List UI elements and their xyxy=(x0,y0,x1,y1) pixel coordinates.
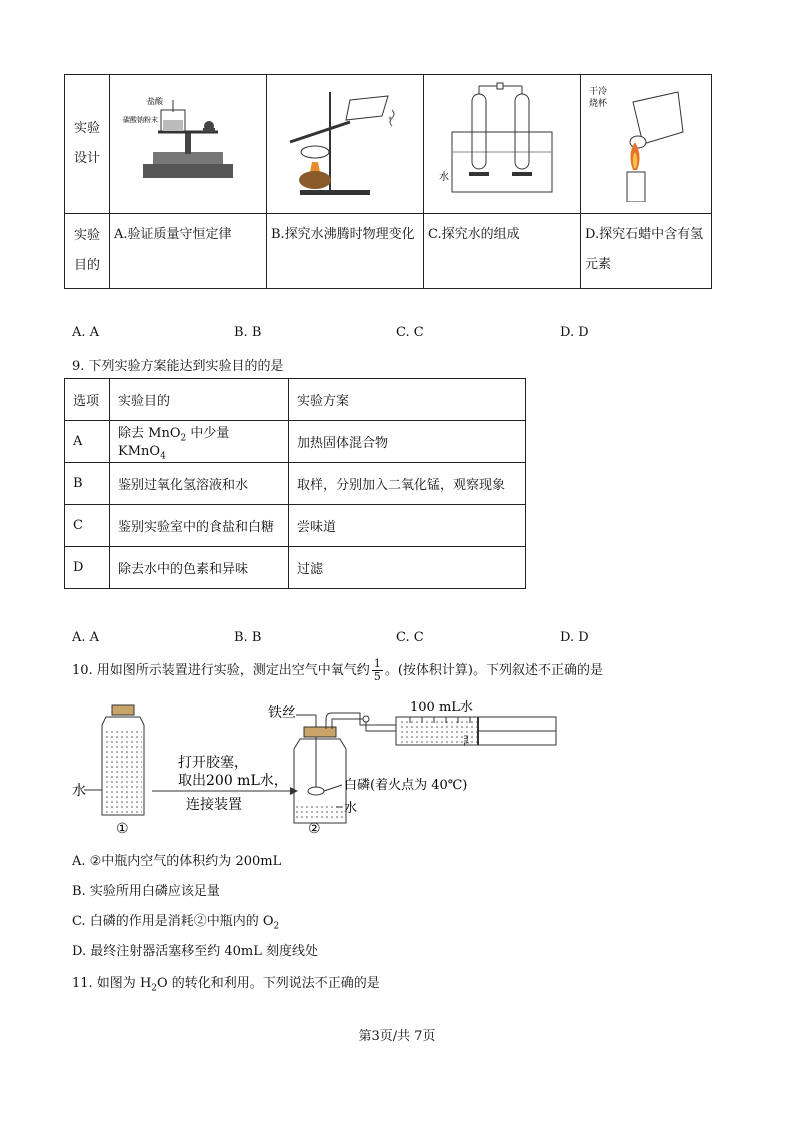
svg-text:碳酸钠粉末: 碳酸钠粉末 xyxy=(123,116,158,124)
q9-option-c[interactable]: C. C xyxy=(396,630,424,645)
q8-option-b[interactable]: B. B xyxy=(234,325,262,340)
candle-beaker-apparatus xyxy=(583,82,709,202)
q9-option-a[interactable]: A. A xyxy=(72,630,100,645)
q9-table xyxy=(64,378,526,589)
svg-text:盐酸: 盐酸 xyxy=(147,97,163,106)
table-row: B 鉴别过氧化氢溶液和水 取样，分别加入二氧化锰，观察现象 xyxy=(65,463,526,505)
goal-c: C.探究水的组成 xyxy=(424,214,581,289)
q9-header-option: 选项 xyxy=(65,379,110,421)
svg-text:水: 水 xyxy=(439,172,449,183)
balance-apparatus xyxy=(113,82,263,202)
svg-text:②: ② xyxy=(308,821,321,837)
q11-stem: 11. 如图为 $H_2O$ 的转化和利用。下列说法不正确的是 xyxy=(72,976,380,994)
q10-option-b[interactable]: B. 实验所用白磷应该足量 xyxy=(72,884,220,899)
svg-text:①: ① xyxy=(116,821,129,837)
goal-d: D.探究石蜡中含有氢元素 xyxy=(581,214,712,289)
q10-option-a[interactable]: A. ②中瓶内空气的体积约为 200mL xyxy=(72,854,282,869)
row-label-design: 实验设计 xyxy=(65,75,110,214)
goal-a: A.验证质量守恒定律 xyxy=(110,214,267,289)
svg-text:连接装置: 连接装置 xyxy=(186,797,242,813)
electrolysis-apparatus xyxy=(427,82,577,202)
table-row: C 鉴别实验室中的食盐和白糖 尝味道 xyxy=(65,505,526,547)
q10-option-c[interactable]: C. 白磷的作用是消耗②中瓶内的 $O_2$ xyxy=(72,914,280,932)
svg-text:水: 水 xyxy=(344,801,358,816)
q9-stem: 9. 下列实验方案能达到实验目的的是 xyxy=(72,359,284,374)
row-label-goal: 实验目的 xyxy=(65,214,110,289)
q8-option-a[interactable]: A. A xyxy=(72,325,100,340)
svg-text:白磷(着火点为 40℃): 白磷(着火点为 40℃) xyxy=(344,778,468,793)
boiling-apparatus xyxy=(270,82,420,202)
svg-text:mL: mL xyxy=(462,735,470,746)
experiment-a-figure xyxy=(110,75,267,214)
svg-text:干冷: 干冷 xyxy=(589,87,608,97)
q10-option-d[interactable]: D. 最终注射器活塞移至约 40mL 刻度线处 xyxy=(72,944,318,959)
svg-text:100 mL水: 100 mL水 xyxy=(410,700,473,715)
table-row: A 除去 MnO$_2$ 中少量 KMnO$_4$ 加热固体混合物 xyxy=(65,421,526,463)
experiment-c-figure xyxy=(424,75,581,214)
q9-option-b[interactable]: B. B xyxy=(234,630,262,645)
experiment-table xyxy=(64,74,712,289)
q9-option-d[interactable]: D. D xyxy=(560,630,589,645)
goal-b: B.探究水沸腾时物理变化 xyxy=(267,214,424,289)
experiment-d-figure xyxy=(581,75,712,214)
svg-text:打开胶塞，: 打开胶塞， xyxy=(178,755,248,771)
q10-apparatus-figure xyxy=(70,695,570,840)
q9-header-goal: 实验目的 xyxy=(110,379,289,421)
fraction-one-fifth: $\frac{1}{5}$ xyxy=(373,657,381,683)
q10-stem: 10. 用如图所示装置进行实验，测定出空气中氧气约 $\frac{1}{5}$ 。(按体积计算)。下列叙述不正确的是 xyxy=(72,657,603,683)
svg-text:铁丝: 铁丝 xyxy=(268,705,296,721)
svg-text:烧杯: 烧杯 xyxy=(589,99,608,109)
page-footer: 第3页/共 7页 xyxy=(358,1029,436,1044)
experiment-b-figure xyxy=(267,75,424,214)
table-row: D 除去水中的色素和异味 过滤 xyxy=(65,547,526,589)
q8-option-d[interactable]: D. D xyxy=(560,325,589,340)
svg-text:水: 水 xyxy=(72,783,86,799)
q8-option-c[interactable]: C. C xyxy=(396,325,424,340)
svg-text:取出200 mL水，: 取出200 mL水， xyxy=(178,773,288,789)
q9-header-plan: 实验方案 xyxy=(289,379,526,421)
